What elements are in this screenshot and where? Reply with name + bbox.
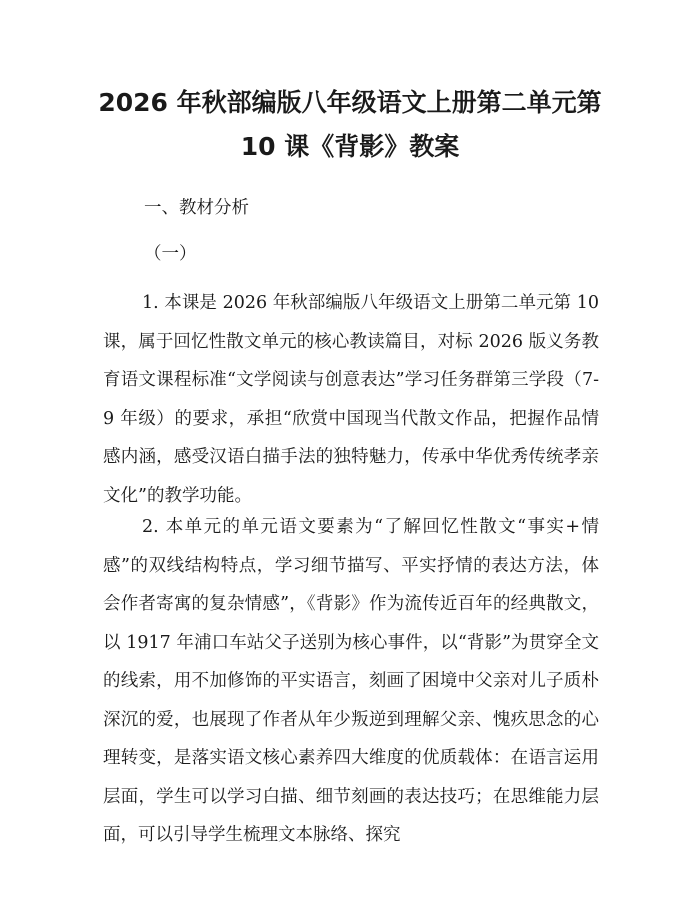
paragraph-2: 2. 本单元的单元语文要素为“了解回忆性散文“事实+情感”的双线结构特点，学习细节描写、平实抒情的表达方法，体会作者寄寓的复杂情感”，《背影》作为流传近百年的经典散文，以 1917 年浦口车站父子送别为核心事件，以“背影”为贯穿全文的线索，用不加修饰的平实语言，刻画了困境中父亲对儿子质朴深沉的爱，也展现了作者从年少叛逆到理解父亲、愧疚思念的心理转变，是落实语文核心素养四大维度的优质载体：在语言运用层面，学生可以学习白描、细节刻画的表达技巧；在思维能力层面，可以引导学生梳理文本脉络、探究 (103, 517, 599, 845)
paragraph-1: 1. 本课是 2026 年秋部编版八年级语文上册第二单元第 10 课，属于回忆性散文单元的核心教读篇目，对标 2026 版义务教育语文课程标准“文学阅读与创意表达”学习任务群第三学段（7-9 年级）的要求，承担“欣赏中国现当代散文作品，把握作品情感内涵，感受汉语白描手法的独特魅力，传承中华优秀传统孝亲文化”的教学功能。 (103, 293, 599, 506)
section-heading: 一、教材分析 (144, 198, 249, 218)
subsection-heading: （一） (144, 244, 197, 264)
document-title-line-2: 10 课《背影》教案 (240, 132, 460, 161)
document-title-line-1: 2026 年秋部编版八年级语文上册第二单元第 (98, 88, 602, 117)
